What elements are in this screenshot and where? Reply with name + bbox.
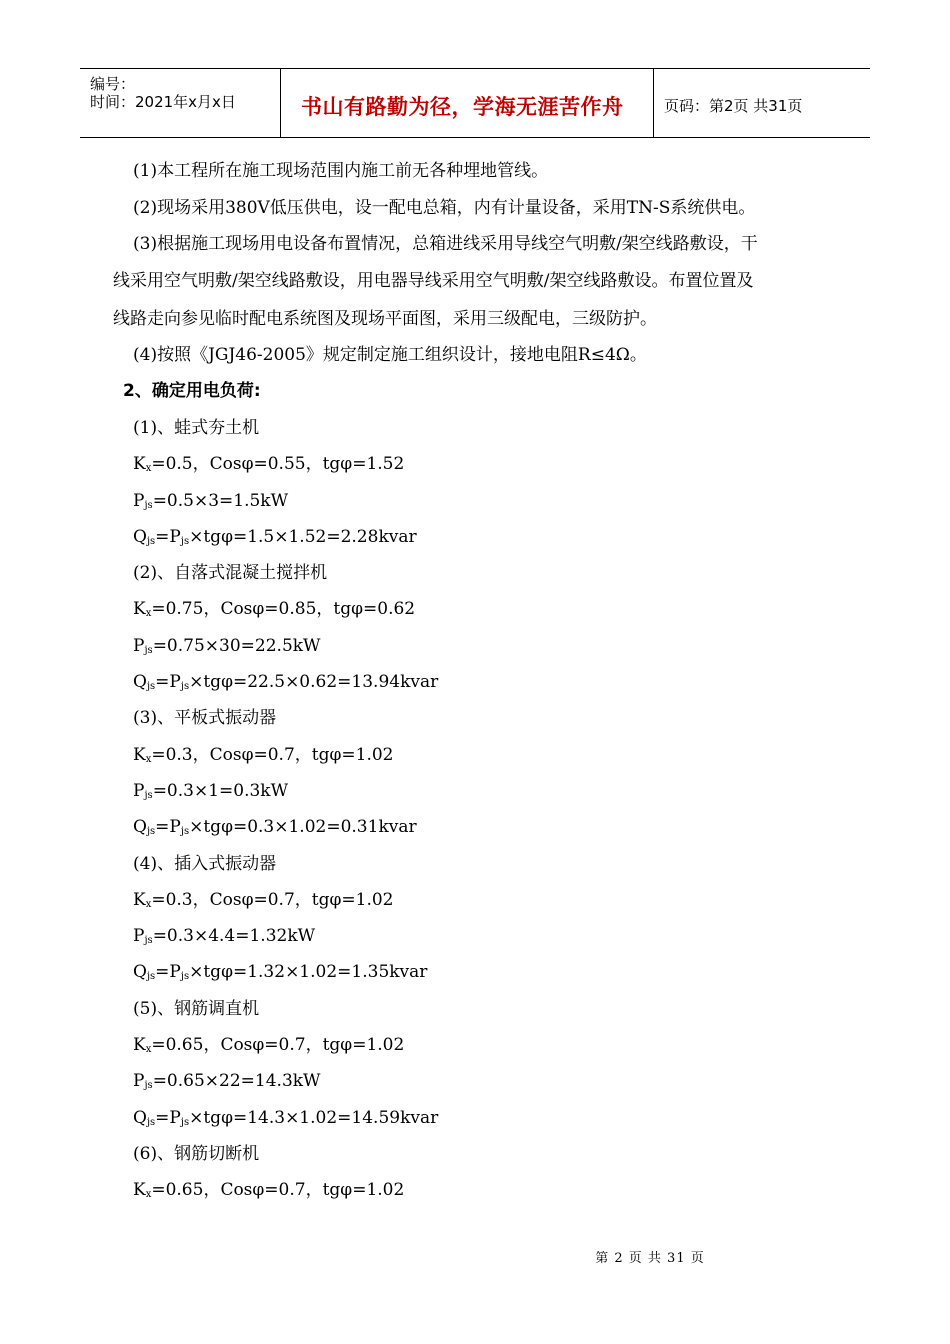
formula-text: = [155, 527, 170, 547]
formula-text: P [133, 636, 145, 656]
formula-text: P [169, 962, 181, 982]
formula-text: = [155, 817, 170, 837]
formula-text: Q [133, 672, 147, 692]
subscript: x [145, 463, 152, 474]
serial-label: 编号： [90, 75, 136, 93]
section-title: 2、确定用电负荷: [123, 381, 261, 401]
page-header [80, 68, 870, 138]
formula-text: (2)、自落式混凝土搅拌机 [133, 563, 328, 583]
page-info: 页码：第2页 共31页 [664, 97, 803, 115]
subscript: js [144, 790, 153, 801]
load-name [133, 998, 259, 1020]
paragraph: (2)现场采用380V低压供电，设一配电总箱，内有计量设备，采用TN-S系统供电。 [133, 198, 756, 218]
formula-text: ×tgφ=14.3×1.02=14.59kvar [189, 1108, 439, 1128]
footer-page-number: 第 2 页 共 31 页 [595, 1251, 705, 1266]
formula-text: =0.75，Cosφ=0.85，tgφ=0.62 [151, 599, 416, 619]
load-active-power [133, 490, 288, 512]
paragraph: 线采用空气明敷/架空线路敷设，用电器导线采用空气明敷/架空线路敷设。布置位置及 [113, 271, 754, 291]
formula-text: P [169, 1108, 181, 1128]
formula-text: (3)、平板式振动器 [133, 708, 277, 728]
load-active-power [133, 1070, 321, 1092]
motto: 书山有路勤为径，学海无涯苦作舟 [301, 95, 624, 119]
formula-text: Q [133, 1108, 147, 1128]
subscript: js [180, 681, 190, 692]
subscript: js [144, 500, 153, 511]
formula-text: ×tgφ=1.32×1.02=1.35kvar [189, 962, 428, 982]
formula-text: =0.65，Cosφ=0.7，tgφ=1.02 [151, 1180, 405, 1200]
formula-text: =0.3，Cosφ=0.7，tgφ=1.02 [151, 745, 394, 765]
subscript: js [144, 935, 153, 946]
subscript: js [146, 826, 156, 837]
subscript: js [144, 645, 153, 656]
load-reactive-power [133, 816, 417, 838]
formula-text: Q [133, 527, 147, 547]
header-meta-cell [80, 69, 281, 137]
formula-text: K [133, 1180, 146, 1200]
subscript: js [144, 1080, 153, 1091]
formula-text: =0.75×30=22.5kW [152, 636, 321, 656]
formula-text: =0.65×22=14.3kW [152, 1071, 321, 1091]
load-name [133, 707, 276, 729]
load-active-power [133, 780, 288, 802]
subscript: x [145, 899, 152, 910]
formula-text: =0.65，Cosφ=0.7，tgφ=1.02 [151, 1035, 405, 1055]
formula-text: = [155, 1108, 170, 1128]
load-active-power [133, 635, 321, 657]
load-coefficients [133, 1034, 404, 1056]
load-reactive-power [133, 671, 438, 693]
subscript: x [145, 1189, 152, 1200]
subscript: js [180, 971, 190, 982]
formula-text: =0.3，Cosφ=0.7，tgφ=1.02 [151, 890, 394, 910]
formula-text: (5)、钢筋调直机 [133, 999, 260, 1019]
formula-text: (4)、插入式振动器 [133, 854, 277, 874]
formula-text: Q [133, 817, 147, 837]
formula-text: Q [133, 962, 147, 982]
formula-text: = [155, 962, 170, 982]
load-reactive-power [133, 961, 427, 983]
formula-text: ×tgφ=22.5×0.62=13.94kvar [189, 672, 439, 692]
load-name [133, 1143, 259, 1165]
date-label: 时间：2021年x月x日 [90, 93, 236, 111]
load-active-power [133, 925, 315, 947]
formula-text: P [133, 491, 145, 511]
formula-text: =0.3×4.4=1.32kW [152, 926, 316, 946]
formula-text: =0.5×3=1.5kW [152, 491, 289, 511]
load-name [133, 853, 276, 875]
subscript: js [146, 681, 156, 692]
formula-text: ×tgφ=1.5×1.52=2.28kvar [189, 527, 417, 547]
subscript: x [145, 1044, 152, 1055]
subscript: x [145, 608, 152, 619]
load-coefficients [133, 1179, 404, 1201]
formula-text: P [133, 781, 145, 801]
load-reactive-power [133, 1107, 438, 1129]
paragraph: (1)本工程所在施工现场范围内施工前无各种埋地管线。 [133, 161, 549, 181]
load-coefficients [133, 453, 404, 475]
formula-text: =0.3×1=0.3kW [152, 781, 289, 801]
load-coefficients [133, 889, 394, 911]
load-coefficients [133, 744, 394, 766]
formula-text: P [169, 527, 181, 547]
formula-text: = [155, 672, 170, 692]
subscript: js [180, 1117, 190, 1128]
subscript: js [146, 971, 156, 982]
subscript: js [180, 826, 190, 837]
subscript: js [146, 536, 156, 547]
subscript: js [180, 536, 190, 547]
load-name [133, 417, 259, 439]
load-reactive-power [133, 526, 417, 548]
formula-text: (1)、蛙式夯土机 [133, 418, 260, 438]
formula-text: K [133, 1035, 146, 1055]
subscript: js [146, 1117, 156, 1128]
formula-text: K [133, 745, 146, 765]
subscript: x [145, 754, 152, 765]
formula-text: P [169, 817, 181, 837]
page-footer [0, 1247, 950, 1266]
paragraph: (4)按照《JGJ46-2005》规定制定施工组织设计，接地电阻R≤4Ω。 [133, 345, 647, 365]
paragraph: (3)根据施工现场用电设备布置情况，总箱进线采用导线空气明敷/架空线路敷设，干 [133, 234, 758, 254]
header-motto-cell [281, 69, 654, 137]
formula-text: =0.5，Cosφ=0.55，tgφ=1.52 [151, 454, 405, 474]
formula-text: P [133, 1071, 145, 1091]
load-coefficients [133, 598, 415, 620]
formula-text: ×tgφ=0.3×1.02=0.31kvar [189, 817, 417, 837]
formula-text: P [133, 926, 145, 946]
formula-text: K [133, 599, 146, 619]
formula-text: (6)、钢筋切断机 [133, 1144, 260, 1164]
formula-text: P [169, 672, 181, 692]
load-name [133, 562, 327, 584]
formula-text: K [133, 454, 146, 474]
formula-text: K [133, 890, 146, 910]
paragraph: 线路走向参见临时配电系统图及现场平面图，采用三级配电，三级防护。 [113, 309, 657, 329]
